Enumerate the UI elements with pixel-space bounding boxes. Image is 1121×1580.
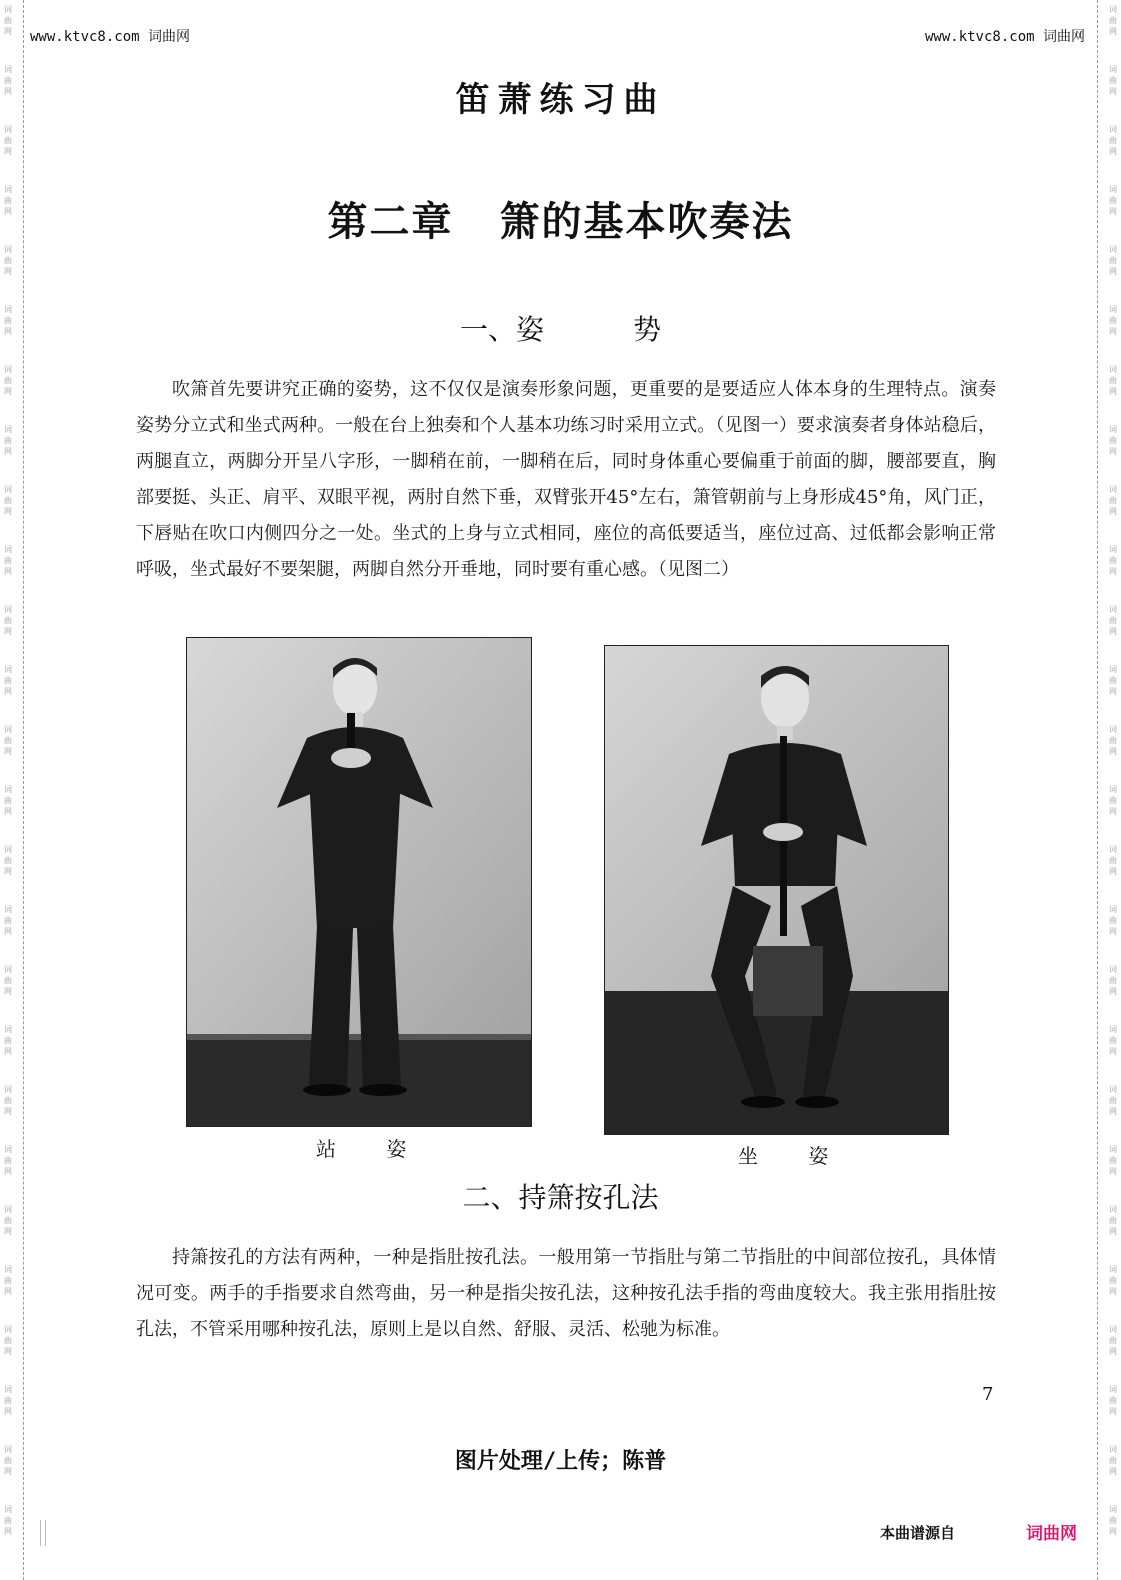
side-watermark-text: 词 曲 网	[1109, 1145, 1117, 1176]
side-watermark-text: 词 曲 网	[1109, 1205, 1117, 1236]
side-watermark-text: 词 曲 网	[1109, 1445, 1117, 1476]
standing-posture-photo	[186, 637, 532, 1127]
side-watermark-text: 词 曲 网	[1109, 605, 1117, 636]
corner-mark	[40, 1520, 46, 1546]
upload-credit: 图片处理/上传；陈普	[454, 1449, 667, 1474]
side-watermark-text: 词 曲 网	[4, 1205, 12, 1236]
side-watermark-text: 词 曲 网	[4, 125, 12, 156]
side-watermark-text: 词 曲 网	[4, 1085, 12, 1116]
section-heading-posture: 一、姿 势	[460, 313, 661, 346]
side-watermark-text: 词 曲 网	[1109, 725, 1117, 756]
side-watermark-text: 词 曲 网	[4, 1385, 12, 1416]
chapter-title: 第二章 箫的基本吹奏法	[327, 199, 794, 245]
side-watermark-text: 词 曲 网	[4, 1505, 12, 1536]
side-watermark-text: 词 曲 网	[4, 185, 12, 216]
section-heading-fingering: 二、持箫按孔法	[462, 1181, 659, 1214]
side-watermark-text: 词 曲 网	[4, 65, 12, 96]
side-watermark-text: 词 曲 网	[4, 245, 12, 276]
sitting-posture-photo	[604, 645, 949, 1135]
section-paragraph-fingering: 持箫按孔的方法有两种，一种是指肚按孔法。一般用第一节指肚与第二节指肚的中间部位按孔，具体情况可变。两手的手指要求自然弯曲，另一种是指尖按孔法，这种按孔法手指的弯曲度较大。我主张用指肚按孔法，不管采用哪种按孔法，原则上是以自然、舒服、灵活、松驰为标准。	[136, 1247, 996, 1340]
side-watermark-text: 词 曲 网	[1109, 305, 1117, 336]
source-logo: 词曲网	[1026, 1524, 1077, 1544]
side-watermark-text: 词 曲 网	[1109, 1385, 1117, 1416]
side-watermark-text: 词 曲 网	[1109, 905, 1117, 936]
side-watermark-text: 词 曲 网	[1109, 65, 1117, 96]
side-watermark-text: 词 曲 网	[4, 845, 12, 876]
standing-posture-caption: 站 姿	[316, 1137, 429, 1161]
side-watermark-text: 词 曲 网	[1109, 845, 1117, 876]
standing-figure-illustration	[187, 638, 531, 1126]
side-watermark-text: 词 曲 网	[4, 1265, 12, 1296]
side-watermark-text: 词 曲 网	[1109, 425, 1117, 456]
side-watermark-text: 词 曲 网	[1109, 1325, 1117, 1356]
sitting-posture-caption: 坐 姿	[738, 1144, 851, 1168]
side-watermark-text: 词 曲 网	[4, 1445, 12, 1476]
side-watermark-text: 词 曲 网	[4, 485, 12, 516]
book-title: 笛萧练习曲	[455, 80, 666, 120]
side-watermark-text: 词 曲 网	[4, 905, 12, 936]
side-watermark-text: 词 曲 网	[1109, 185, 1117, 216]
side-watermark-text: 词 曲 网	[4, 665, 12, 696]
side-watermark-text: 词 曲 网	[1109, 1505, 1117, 1536]
side-watermark-text: 词 曲 网	[1109, 965, 1117, 996]
side-watermark-text: 词 曲 网	[1109, 5, 1117, 36]
side-watermark-text: 词 曲 网	[4, 605, 12, 636]
side-watermark-text: 词 曲 网	[4, 1145, 12, 1176]
side-watermark-text: 词 曲 网	[4, 725, 12, 756]
side-watermark-text: 词 曲 网	[1109, 1025, 1117, 1056]
side-watermark-text: 词 曲 网	[1109, 125, 1117, 156]
section-paragraph-posture: 吹箫首先要讲究正确的姿势，这不仅仅是演奏形象问题，更重要的是要适应人体本身的生理特点。演奏姿势分立式和坐式两种。一般在台上独奏和个人基本功练习时采用立式。（见图一）要求演奏者身体站稳后，两腿直立，两脚分开呈八字形，一脚稍在前，一脚稍在后，同时身体重心要偏重于前面的脚，腰部要直，胸部要挺、头正、肩平、双眼平视，两肘自然下垂，双臂张开45°左右，箫管朝前与上身形成45°角，风门正，下唇贴在吹口内侧四分之一处。坐式的上身与立式相同，座位的高低要适当，座位过高、过低都会影响正常呼吸，坐式最好不要架腿，两脚自然分开垂地，同时要有重心感。（见图二）	[136, 379, 996, 580]
side-watermark-text: 词 曲 网	[4, 1325, 12, 1356]
header-watermark-left: www.ktvc8.com 词曲网	[30, 29, 191, 45]
side-watermark-text: 词 曲 网	[1109, 365, 1117, 396]
side-watermark-text: 词 曲 网	[1109, 485, 1117, 516]
source-note: 本曲谱源自	[880, 1524, 956, 1542]
sitting-figure-illustration	[605, 646, 948, 1134]
side-watermark-text: 词 曲 网	[4, 545, 12, 576]
side-watermark-text: 词 曲 网	[4, 785, 12, 816]
header-watermark-right: www.ktvc8.com 词曲网	[924, 29, 1085, 45]
side-watermark-text: 词 曲 网	[4, 1025, 12, 1056]
side-watermark-text: 词 曲 网	[4, 365, 12, 396]
side-watermark-text: 词 曲 网	[1109, 665, 1117, 696]
side-watermark-text: 词 曲 网	[1109, 785, 1117, 816]
side-watermark-text: 词 曲 网	[4, 305, 12, 336]
side-watermark-text: 词 曲 网	[1109, 1085, 1117, 1116]
side-watermark-text: 词 曲 网	[4, 425, 12, 456]
side-watermark-text: 词 曲 网	[1109, 245, 1117, 276]
page-number: 7	[982, 1384, 994, 1405]
side-watermark-text: 词 曲 网	[1109, 1265, 1117, 1296]
side-watermark-text: 词 曲 网	[4, 5, 12, 36]
side-watermark-text: 词 曲 网	[1109, 545, 1117, 576]
side-watermark-text: 词 曲 网	[4, 965, 12, 996]
